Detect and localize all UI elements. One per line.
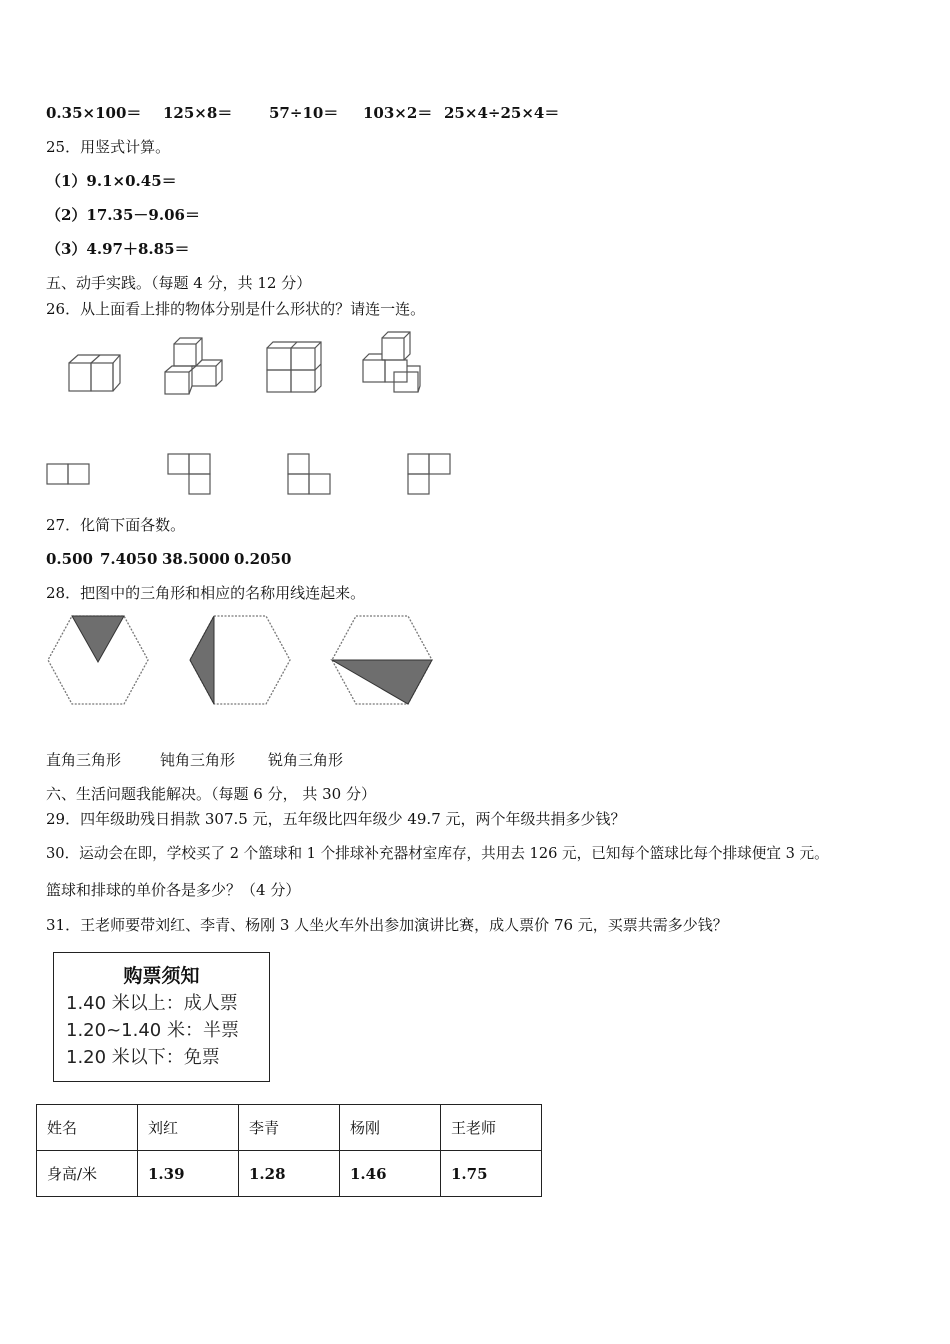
height-table bbox=[36, 1104, 542, 1197]
table-cell: 王老师 bbox=[441, 1105, 542, 1151]
q27-number: 38.5000 bbox=[162, 550, 230, 568]
cube-figure-1 bbox=[66, 350, 124, 394]
table-cell: 刘红 bbox=[138, 1105, 239, 1151]
hexagon-figure-1 bbox=[46, 614, 150, 706]
ticket-rule: 1.40 米以上：成人票 bbox=[66, 993, 238, 1014]
table-cell: 姓名 bbox=[37, 1105, 138, 1151]
table-cell: 1.28 bbox=[239, 1151, 340, 1197]
q29-text: 29．四年级助残日捐款 307.5 元，五年级比四年级少 49.7 元，两个年级共捐多少钱？ bbox=[46, 810, 626, 828]
table-cell: 杨刚 bbox=[340, 1105, 441, 1151]
q30-line1: 30．运动会在即，学校买了 2 个篮球和 1 个排球补充器材室库存，共用去 126 元，已知每个篮球比每个排球便宜 3 元。 bbox=[46, 845, 829, 862]
triangle-name: 直角三角形 bbox=[46, 751, 122, 769]
ticket-notice-box bbox=[53, 952, 270, 1082]
top-view-3 bbox=[284, 452, 332, 498]
q25-item: （1）9.1×0.45＝ bbox=[46, 172, 177, 190]
q27-number: 0.500 bbox=[46, 550, 93, 568]
q25-item: （2）17.35－9.06＝ bbox=[46, 206, 200, 224]
hexagon-figure-2 bbox=[188, 614, 292, 706]
table-cell: 1.46 bbox=[340, 1151, 441, 1197]
table-cell: 1.39 bbox=[138, 1151, 239, 1197]
q27-number: 7.4050 bbox=[100, 550, 158, 568]
q25-title: 25．用竖式计算。 bbox=[46, 138, 171, 156]
top-view-1 bbox=[46, 462, 92, 486]
top-view-2 bbox=[164, 452, 212, 498]
table-header-row bbox=[37, 1105, 542, 1151]
hexagon-figure-3 bbox=[330, 614, 434, 706]
ticket-rule: 1.20 米以下：免票 bbox=[66, 1047, 220, 1068]
ticket-rule: 1.20~1.40 米：半票 bbox=[66, 1020, 239, 1041]
triangle-name: 钝角三角形 bbox=[160, 751, 236, 769]
table-cell: 身高/米 bbox=[37, 1151, 138, 1197]
oral-calc-item: 25×4÷25×4＝ bbox=[444, 104, 560, 122]
section5-title: 五、动手实践。（每题 4 分，共 12 分） bbox=[46, 274, 312, 292]
oral-calc-item: 103×2＝ bbox=[363, 104, 433, 122]
cube-figure-4 bbox=[360, 330, 424, 396]
ticket-notice-title: 购票须知 bbox=[123, 965, 200, 987]
q26-title: 26．从上面看上排的物体分别是什么形状的？请连一连。 bbox=[46, 300, 426, 318]
q27-title: 27．化简下面各数。 bbox=[46, 516, 186, 534]
top-view-4 bbox=[404, 452, 452, 498]
q30-line2: 篮球和排球的单价各是多少？（4 分） bbox=[46, 881, 301, 899]
oral-calc-item: 0.35×100＝ bbox=[46, 104, 142, 122]
oral-calc-item: 125×8＝ bbox=[163, 104, 233, 122]
cube-figure-2 bbox=[162, 336, 226, 396]
q31-text: 31．王老师要带刘红、李青、杨刚 3 人坐火车外出参加演讲比赛，成人票价 76 元，买票共需多少钱？ bbox=[46, 916, 728, 934]
section6-title: 六、生活问题我能解决。（每题 6 分， 共 30 分） bbox=[46, 785, 376, 803]
triangle-name: 锐角三角形 bbox=[268, 751, 344, 769]
cube-figure-3 bbox=[264, 340, 322, 394]
q25-item: （3）4.97＋8.85＝ bbox=[46, 240, 190, 258]
q28-title: 28．把图中的三角形和相应的名称用线连起来。 bbox=[46, 584, 366, 602]
oral-calc-item: 57÷10＝ bbox=[269, 104, 339, 122]
table-row bbox=[37, 1151, 542, 1197]
table-cell: 1.75 bbox=[441, 1151, 542, 1197]
table-cell: 李青 bbox=[239, 1105, 340, 1151]
q27-numbers bbox=[0, 549, 950, 569]
q27-number: 0.2050 bbox=[234, 550, 292, 568]
oral-calc-row bbox=[0, 103, 950, 123]
